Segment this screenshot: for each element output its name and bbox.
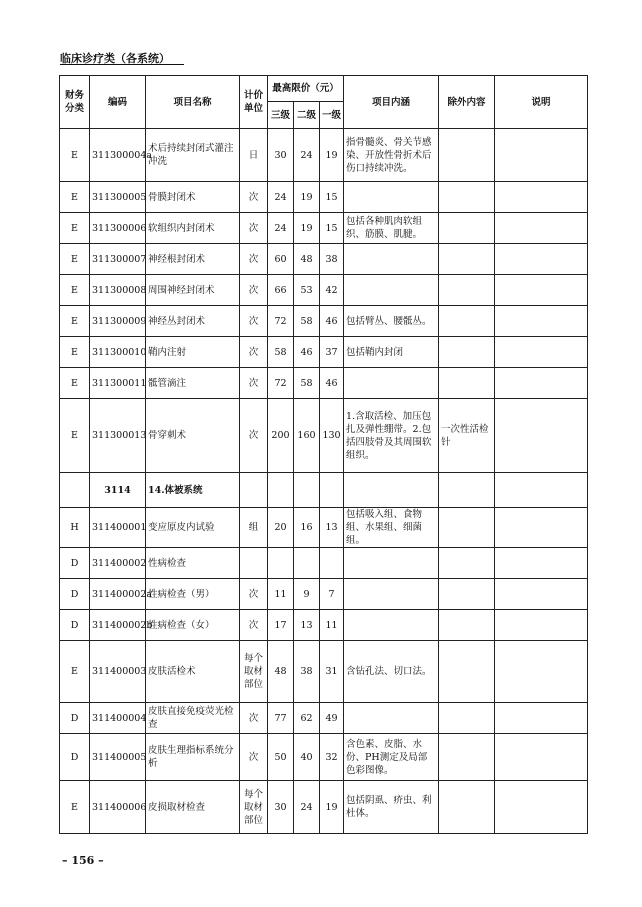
cell-empty xyxy=(268,473,294,508)
cell-content xyxy=(344,579,439,610)
cell-price-level1: 37 xyxy=(320,337,344,368)
cell-content xyxy=(344,610,439,641)
cell-exclusion xyxy=(439,703,495,734)
cell-category: E xyxy=(60,244,90,275)
cell-price-level3: 50 xyxy=(268,734,294,781)
cell-note xyxy=(495,703,588,734)
cell-unit: 次 xyxy=(240,306,268,337)
cell-note xyxy=(495,275,588,306)
cell-code: 311400002 xyxy=(90,548,146,579)
table-row xyxy=(60,213,588,244)
cell-price-level2: 38 xyxy=(294,641,320,703)
cell-price-level3: 24 xyxy=(268,182,294,213)
cell-price-level1: 7 xyxy=(320,579,344,610)
cell-unit: 次 xyxy=(240,337,268,368)
cell-code: 311300008 xyxy=(90,275,146,306)
section-row xyxy=(60,473,588,508)
cell-name: 骨膜封闭术 xyxy=(146,182,240,213)
col-header-price-group: 最高限价（元） xyxy=(268,76,344,102)
col-header-content: 项目内涵 xyxy=(344,76,439,129)
cell-content xyxy=(344,548,439,579)
cell-price-level3: 58 xyxy=(268,337,294,368)
cell-exclusion xyxy=(439,337,495,368)
cell-content xyxy=(344,368,439,399)
cell-price-level1: 31 xyxy=(320,641,344,703)
table-row xyxy=(60,508,588,548)
cell-name: 皮肤活检术 xyxy=(146,641,240,703)
cell-name: 神经根封闭术 xyxy=(146,244,240,275)
cell-price-level2: 24 xyxy=(294,129,320,182)
cell-unit xyxy=(240,548,268,579)
cell-exclusion xyxy=(439,781,495,834)
cell-exclusion xyxy=(439,182,495,213)
cell-price-level2: 62 xyxy=(294,703,320,734)
cell-empty xyxy=(240,473,268,508)
page-number: – 156 – xyxy=(62,854,104,867)
cell-unit: 次 xyxy=(240,734,268,781)
cell-content: 指骨髓炎、骨关节感染、开放性骨折术后伤口持续冲洗。 xyxy=(344,129,439,182)
cell-price-level2: 9 xyxy=(294,579,320,610)
cell-section-name: 14.体被系统 xyxy=(146,473,240,508)
cell-code: 311300010 xyxy=(90,337,146,368)
cell-content: 1.含取活检、加压包扎及弹性绷带。2.包括四肢骨及其周围软组织。 xyxy=(344,399,439,473)
cell-price-level2: 13 xyxy=(294,610,320,641)
cell-exclusion xyxy=(439,641,495,703)
cell-category: E xyxy=(60,213,90,244)
cell-note xyxy=(495,129,588,182)
cell-price-level2: 160 xyxy=(294,399,320,473)
table-row xyxy=(60,182,588,213)
cell-section-code: 3114 xyxy=(90,473,146,508)
cell-exclusion xyxy=(439,213,495,244)
cell-code: 311400003 xyxy=(90,641,146,703)
table-row xyxy=(60,275,588,306)
cell-content: 包括阴虱、疥虫、利杜体。 xyxy=(344,781,439,834)
cell-name: 骶管滴注 xyxy=(146,368,240,399)
cell-note xyxy=(495,337,588,368)
cell-code: 311300006 xyxy=(90,213,146,244)
cell-name: 神经丛封闭术 xyxy=(146,306,240,337)
col-header-level1: 一级 xyxy=(320,102,344,129)
cell-price-level1: 13 xyxy=(320,508,344,548)
cell-price-level3: 30 xyxy=(268,129,294,182)
cell-price-level2: 46 xyxy=(294,337,320,368)
cell-category: E xyxy=(60,129,90,182)
cell-category: D xyxy=(60,703,90,734)
cell-unit: 次 xyxy=(240,579,268,610)
cell-exclusion xyxy=(439,610,495,641)
cell-price-level2: 16 xyxy=(294,508,320,548)
cell-name: 术后持续封闭式灌注冲洗 xyxy=(146,129,240,182)
cell-price-level3: 11 xyxy=(268,579,294,610)
cell-note xyxy=(495,399,588,473)
col-header-code: 编码 xyxy=(90,76,146,129)
cell-unit: 次 xyxy=(240,275,268,306)
cell-exclusion xyxy=(439,275,495,306)
cell-content: 包括各种肌肉软组织、筋膜、肌腱。 xyxy=(344,213,439,244)
cell-price-level1: 38 xyxy=(320,244,344,275)
cell-category: E xyxy=(60,641,90,703)
cell-content xyxy=(344,275,439,306)
cell-price-level1: 19 xyxy=(320,129,344,182)
cell-code: 311300009 xyxy=(90,306,146,337)
cell-name: 皮肤直接免疫荧光检查 xyxy=(146,703,240,734)
cell-unit: 次 xyxy=(240,213,268,244)
cell-name: 皮肤生理指标系统分析 xyxy=(146,734,240,781)
cell-name: 软组织内封闭术 xyxy=(146,213,240,244)
cell-name: 性病检查（男） xyxy=(146,579,240,610)
cell-content: 包括鞘内封闭 xyxy=(344,337,439,368)
cell-content: 包括吸入组、食物组、水果组、细菌组。 xyxy=(344,508,439,548)
cell-name: 鞘内注射 xyxy=(146,337,240,368)
cell-category: D xyxy=(60,548,90,579)
table-row xyxy=(60,579,588,610)
cell-price-level2: 24 xyxy=(294,781,320,834)
cell-price-level1: 130 xyxy=(320,399,344,473)
table-row xyxy=(60,734,588,781)
cell-price-level3: 200 xyxy=(268,399,294,473)
table-row xyxy=(60,641,588,703)
table-row xyxy=(60,703,588,734)
table-row xyxy=(60,610,588,641)
cell-price-level3: 66 xyxy=(268,275,294,306)
cell-price-level1: 46 xyxy=(320,368,344,399)
cell-price-level3: 60 xyxy=(268,244,294,275)
table-row xyxy=(60,548,588,579)
cell-price-level1: 49 xyxy=(320,703,344,734)
col-header-note: 说明 xyxy=(495,76,588,129)
cell-unit: 次 xyxy=(240,244,268,275)
cell-category: E xyxy=(60,781,90,834)
cell-exclusion xyxy=(439,734,495,781)
cell-exclusion xyxy=(439,368,495,399)
cell-exclusion xyxy=(439,129,495,182)
cell-note xyxy=(495,548,588,579)
cell-category: E xyxy=(60,337,90,368)
cell-category: D xyxy=(60,610,90,641)
cell-note xyxy=(495,610,588,641)
col-header-level2: 二级 xyxy=(294,102,320,129)
cell-name: 骨穿刺术 xyxy=(146,399,240,473)
cell-content xyxy=(344,244,439,275)
cell-content: 含色素、皮脂、水份、PH测定及局部色彩图像。 xyxy=(344,734,439,781)
cell-price-level2: 19 xyxy=(294,182,320,213)
cell-price-level3: 72 xyxy=(268,306,294,337)
cell-empty xyxy=(294,473,320,508)
table-row xyxy=(60,399,588,473)
cell-price-level3 xyxy=(268,548,294,579)
cell-price-level3: 24 xyxy=(268,213,294,244)
cell-exclusion xyxy=(439,306,495,337)
cell-unit: 每个取材部位 xyxy=(240,781,268,834)
cell-category: E xyxy=(60,182,90,213)
cell-unit: 日 xyxy=(240,129,268,182)
cell-empty xyxy=(320,473,344,508)
cell-category: E xyxy=(60,275,90,306)
cell-category: E xyxy=(60,399,90,473)
cell-price-level3: 17 xyxy=(268,610,294,641)
cell-code: 311300011 xyxy=(90,368,146,399)
cell-price-level3: 72 xyxy=(268,368,294,399)
cell-price-level2: 58 xyxy=(294,368,320,399)
cell-category: D xyxy=(60,579,90,610)
cell-code: 311400001 xyxy=(90,508,146,548)
cell-note xyxy=(495,182,588,213)
table-row xyxy=(60,368,588,399)
cell-price-level2: 48 xyxy=(294,244,320,275)
cell-price-level3: 77 xyxy=(268,703,294,734)
col-header-name: 项目名称 xyxy=(146,76,240,129)
cell-note xyxy=(495,244,588,275)
col-header-category: 财务分类 xyxy=(60,76,90,129)
col-header-exclusion: 除外内容 xyxy=(439,76,495,129)
table-row xyxy=(60,129,588,182)
cell-price-level2: 58 xyxy=(294,306,320,337)
cell-note xyxy=(495,213,588,244)
cell-category: D xyxy=(60,734,90,781)
cell-price-level1: 46 xyxy=(320,306,344,337)
cell-price-level2 xyxy=(294,548,320,579)
cell-code: 311300007 xyxy=(90,244,146,275)
cell-empty xyxy=(439,473,495,508)
cell-unit: 次 xyxy=(240,399,268,473)
cell-price-level1: 11 xyxy=(320,610,344,641)
price-table xyxy=(59,75,588,834)
cell-code: 311300013 xyxy=(90,399,146,473)
cell-price-level3: 48 xyxy=(268,641,294,703)
cell-unit: 次 xyxy=(240,182,268,213)
cell-code: 311400002a xyxy=(90,579,146,610)
cell-price-level3: 20 xyxy=(268,508,294,548)
cell-unit: 次 xyxy=(240,610,268,641)
cell-code: 311400006 xyxy=(90,781,146,834)
cell-price-level1: 19 xyxy=(320,781,344,834)
cell-empty xyxy=(60,473,90,508)
cell-name: 皮损取材检查 xyxy=(146,781,240,834)
cell-name: 变应原皮内试验 xyxy=(146,508,240,548)
col-header-level3: 三级 xyxy=(268,102,294,129)
cell-code: 311300004a xyxy=(90,129,146,182)
cell-price-level1 xyxy=(320,548,344,579)
cell-price-level3: 30 xyxy=(268,781,294,834)
cell-category: E xyxy=(60,368,90,399)
cell-exclusion xyxy=(439,244,495,275)
cell-note xyxy=(495,508,588,548)
cell-price-level1: 42 xyxy=(320,275,344,306)
cell-exclusion xyxy=(439,548,495,579)
cell-code: 311300005 xyxy=(90,182,146,213)
cell-name: 性病检查（女） xyxy=(146,610,240,641)
cell-code: 311400002b xyxy=(90,610,146,641)
table-row xyxy=(60,781,588,834)
cell-note xyxy=(495,306,588,337)
cell-content: 包括臂丛、腰骶丛。 xyxy=(344,306,439,337)
cell-price-level2: 19 xyxy=(294,213,320,244)
header-underline xyxy=(60,64,184,65)
table-row xyxy=(60,306,588,337)
cell-price-level1: 32 xyxy=(320,734,344,781)
cell-content: 含钻孔法、切口法。 xyxy=(344,641,439,703)
cell-unit: 组 xyxy=(240,508,268,548)
cell-code: 311400005 xyxy=(90,734,146,781)
page-header-title: 临床诊疗类（各系统） xyxy=(60,52,170,65)
cell-exclusion: 一次性活检针 xyxy=(439,399,495,473)
cell-note xyxy=(495,641,588,703)
cell-note xyxy=(495,579,588,610)
cell-code: 311400004 xyxy=(90,703,146,734)
cell-content xyxy=(344,703,439,734)
cell-price-level2: 53 xyxy=(294,275,320,306)
cell-price-level2: 40 xyxy=(294,734,320,781)
cell-note xyxy=(495,368,588,399)
col-header-unit: 计价单位 xyxy=(240,76,268,129)
table-row xyxy=(60,337,588,368)
cell-category: H xyxy=(60,508,90,548)
cell-note xyxy=(495,781,588,834)
cell-unit: 次 xyxy=(240,368,268,399)
cell-exclusion xyxy=(439,508,495,548)
cell-note xyxy=(495,734,588,781)
cell-empty xyxy=(495,473,588,508)
cell-exclusion xyxy=(439,579,495,610)
cell-price-level1: 15 xyxy=(320,213,344,244)
cell-unit: 次 xyxy=(240,703,268,734)
cell-content xyxy=(344,182,439,213)
cell-empty xyxy=(344,473,439,508)
cell-category: E xyxy=(60,306,90,337)
table-row xyxy=(60,244,588,275)
table-body xyxy=(60,129,588,834)
cell-price-level1: 15 xyxy=(320,182,344,213)
cell-name: 性病检查 xyxy=(146,548,240,579)
cell-name: 周围神经封闭术 xyxy=(146,275,240,306)
cell-unit: 每个取材部位 xyxy=(240,641,268,703)
